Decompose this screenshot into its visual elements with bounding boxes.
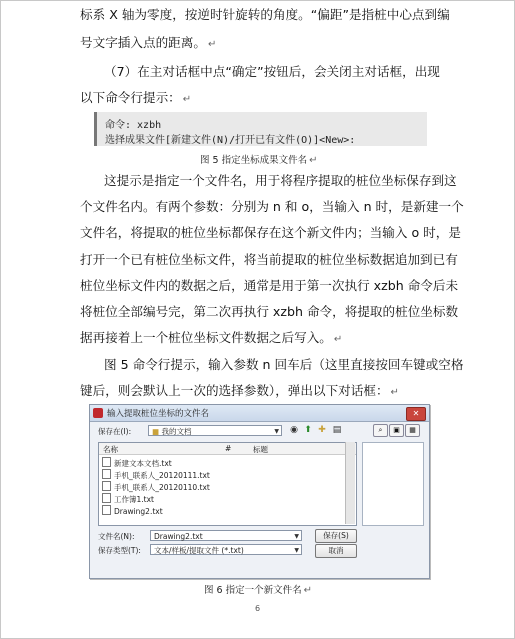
text-line: 标系 X 轴为零度，按逆时针旋转的角度。“偏距”是指桩中心点到编: [80, 7, 450, 22]
delete-icon[interactable]: ▣: [389, 424, 404, 437]
text-line: 据再接着上一个桩位坐标文件数据之后写入。 ↵: [80, 330, 343, 345]
views-icon[interactable]: ▤: [332, 425, 342, 435]
save-button[interactable]: 保存(S): [315, 529, 357, 543]
autocad-icon: [93, 408, 103, 418]
filetype-select[interactable]: 文本/样板/提取文件 (*.txt) ▼: [150, 544, 302, 555]
filename-input[interactable]: Drawing2.txt ▼: [150, 530, 302, 541]
preview-pane: [362, 442, 424, 526]
page-number: 6: [255, 604, 261, 613]
text-line: 文件名，将提取的桩位坐标都保存在这个新文件内；当输入 o 时，是: [80, 225, 461, 240]
text-file-icon: [102, 457, 111, 467]
list-item[interactable]: 手机_联系人_20120110.txt: [102, 481, 210, 493]
list-item[interactable]: 手机_联系人_20120111.txt: [102, 469, 210, 481]
list-item[interactable]: Drawing2.txt: [102, 505, 163, 517]
text-file-icon: [102, 481, 111, 491]
text-line: 打开一个已有桩位坐标文件，将当前提取的桩位坐标数据追加到已有: [80, 252, 458, 267]
text-file-icon: [102, 505, 111, 515]
up-folder-icon[interactable]: ⬆: [304, 425, 312, 435]
text-line: 这提示是指定一个文件名，用于将程序提取的桩位坐标保存到这: [104, 173, 457, 188]
text-line: 键后，则会默认上一次的选择参数），弹出以下对话框： ↵: [80, 383, 399, 398]
list-item[interactable]: 工作簿1.txt: [102, 493, 154, 505]
column-number[interactable]: #: [225, 444, 232, 453]
back-icon[interactable]: ◉: [290, 425, 298, 435]
filename-label: 文件名(N):: [98, 532, 135, 541]
text-file-icon: [102, 493, 111, 503]
search-web-icon[interactable]: ⌕: [373, 424, 388, 437]
save-in-label: 保存在(I):: [98, 427, 132, 436]
figure-6-caption: 图 6 指定一个新文件名 ↵: [204, 585, 312, 596]
command-line-2: 选择成果文件[新建文件(N)/打开已有文件(O)]<New>:: [105, 135, 356, 146]
command-line-1: 命令: xzbh: [105, 120, 162, 131]
command-line-box: [94, 112, 427, 146]
save-in-select[interactable]: ■ 我的文档 ▼: [148, 425, 282, 436]
chevron-down-icon: ▼: [274, 428, 279, 435]
chevron-down-icon: ▼: [294, 547, 299, 554]
filetype-label: 保存类型(T):: [98, 546, 141, 555]
close-button[interactable]: ✕: [406, 407, 426, 421]
text-line: 桩位坐标文件内的数据之后，通常是用于第一次执行 xzbh 命令后未: [80, 278, 459, 293]
text-line: 以下命令行提示： ↵: [80, 90, 192, 105]
tools-icon[interactable]: ▦: [405, 424, 420, 437]
text-line: 个文件名内。有两个参数：分别为 n 和 o，当输入 n 时，是新建一个: [80, 199, 464, 214]
file-list-header: [99, 443, 356, 455]
file-list[interactable]: [98, 442, 357, 526]
folder-icon: ■: [152, 427, 160, 436]
column-title[interactable]: 标题: [253, 445, 268, 454]
column-name[interactable]: 名称: [103, 445, 118, 454]
figure-5-caption: 图 5 指定坐标成果文件名 ↵: [200, 155, 318, 166]
save-file-dialog: [89, 404, 430, 579]
text-file-icon: [102, 469, 111, 479]
text-line: 将桩位全部编号完，第二次再执行 xzbh 命令，将提取的桩位坐标数: [80, 304, 459, 319]
text-line: 图 5 命令行提示，输入参数 n 回车后（这里直接按回车键或空格: [104, 357, 464, 372]
file-list-scrollbar[interactable]: [345, 442, 355, 524]
dialog-title-bar: [90, 405, 429, 422]
list-item[interactable]: 新建文本文档.txt: [102, 457, 172, 469]
chevron-down-icon: ▼: [294, 533, 299, 540]
text-line: 号文字插入点的距离。 ↵: [80, 35, 217, 50]
new-folder-icon[interactable]: ✚: [318, 425, 326, 435]
dialog-title: 输入提取桩位坐标的文件名: [107, 409, 210, 419]
cancel-button[interactable]: 取消: [315, 544, 357, 558]
text-line: （7）在主对话框中点“确定”按钮后，会关闭主对话框，出现: [104, 64, 440, 79]
